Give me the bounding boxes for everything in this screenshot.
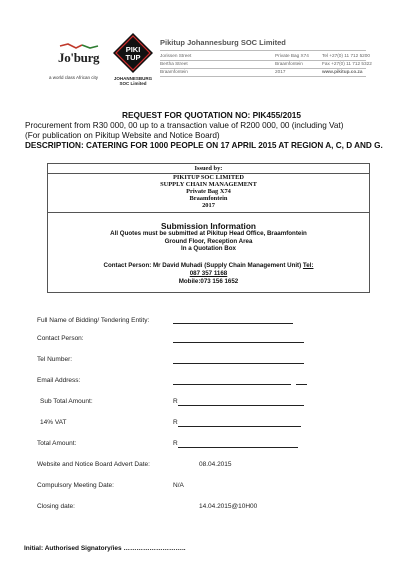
header-rule-top	[160, 50, 366, 51]
issued-by-heading: Issued by:	[194, 165, 223, 172]
advert-date-value: 08.04.2015	[199, 461, 232, 468]
issued-line: 2017	[202, 202, 215, 209]
authorised-signatory-line: Initial: Authorised Signatory/ies ………………………..	[24, 545, 186, 552]
tel-number-field[interactable]	[173, 363, 304, 364]
issued-by-box	[47, 163, 370, 293]
submission-heading: Submission Information	[161, 221, 256, 231]
vat-currency: R	[173, 419, 178, 426]
full-name-label: Full Name of Bidding/ Tendering Entity:	[37, 317, 150, 324]
rfq-title: REQUEST FOR QUOTATION NO: PIK455/2015	[122, 110, 302, 120]
sub-total-currency: R	[173, 398, 178, 405]
pikitup-logo-name: JOHANNESBURG SOC Limited	[113, 76, 153, 86]
contact-person-line: Contact Person: Mr David Muhadi (Supply Chain Management Unit) Tel:	[103, 262, 314, 269]
contact-mobile: Mobile:073 156 1652	[178, 278, 239, 285]
contact-tel: 087 357 1168	[189, 270, 228, 277]
advert-date-label: Website and Notice Board Advert Date:	[37, 461, 150, 468]
submission-line: All Quotes must be submitted at Pikitup Head Office, Braamfontein	[110, 230, 307, 237]
contact-col: Tel +27(0) 11 712 5200 Fax +27(0) 11 712 5322 www.pikitup.co.za	[322, 53, 372, 74]
issued-line: SUPPLY CHAIN MANAGEMENT	[160, 181, 257, 188]
description: DESCRIPTION: CATERING FOR 1000 PEOPLE ON 17 APRIL 2015 AT REGION A, C, D AND G.	[25, 141, 383, 150]
svg-text:PIKI: PIKI	[125, 45, 141, 54]
meeting-date-value: N/A	[173, 482, 184, 489]
joburg-tagline: a world class African city	[49, 75, 99, 80]
closing-date-label: Closing date:	[37, 503, 75, 510]
contact-person-field[interactable]	[173, 342, 304, 343]
email-field[interactable]	[173, 384, 291, 385]
closing-date-value: 14.04.2015@10H00	[199, 503, 258, 510]
sub-total-field[interactable]	[178, 405, 304, 406]
issued-line: PIKITUP SOC LIMITED	[172, 174, 245, 181]
svg-text:TUP: TUP	[125, 53, 141, 62]
vat-field[interactable]	[178, 426, 301, 427]
box-divider	[48, 212, 369, 213]
issued-line: Private Bag X74	[186, 188, 231, 195]
header-rule	[160, 60, 366, 61]
tel-number-label: Tel Number:	[37, 356, 73, 363]
issued-line: Braamfontein	[189, 195, 228, 202]
meeting-date-label: Compulsory Meeting Date:	[37, 482, 114, 489]
total-field[interactable]	[178, 447, 298, 448]
header-rule	[160, 76, 366, 77]
joburg-logo-text: Jo'burg	[58, 50, 100, 65]
total-currency: R	[173, 440, 178, 447]
email-label: Email Address:	[37, 377, 81, 384]
address-street-col: Jorissen Street Bertha Street Braamfontein	[160, 53, 192, 74]
sub-total-label: Sub Total Amount:	[40, 398, 93, 405]
tel-label: Tel:	[302, 262, 314, 269]
email-field-suffix[interactable]	[296, 384, 307, 385]
pikitup-logo-icon	[113, 33, 153, 73]
submission-line: In a Quotation Box	[181, 245, 236, 252]
company-title: Pikitup Johannesburg SOC Limited	[160, 38, 286, 47]
address-postal-col: Private Bag X74 Braamfontein 2017	[275, 53, 309, 74]
contact-person-label: Contact Person:	[37, 335, 84, 342]
procurement-text: Procurement from R30 000, 00 up to a transaction value of R200 000, 00 (including Vat) (For publication on Pikitup Website and Notice Board)	[25, 121, 344, 140]
header-rule	[160, 68, 366, 69]
vat-label: 14% VAT	[40, 419, 67, 426]
total-label: Total Amount:	[37, 440, 77, 447]
submission-line: Ground Floor, Reception Area	[164, 238, 253, 245]
full-name-field[interactable]	[173, 323, 293, 324]
